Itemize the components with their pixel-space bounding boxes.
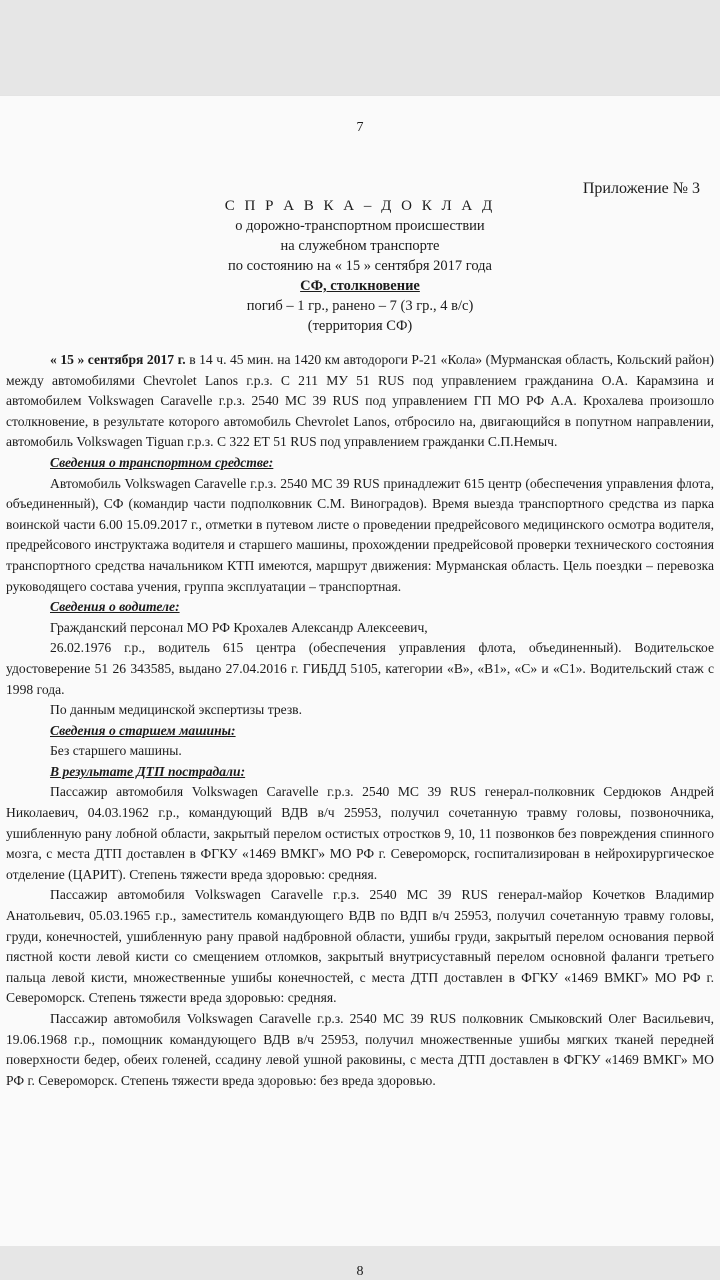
vehicle-paragraph: Автомобиль Volkswagen Caravelle г.р.з. 2540 МС 39 RUS принадлежит 615 центр (обеспечения управления флота, объединенный), СФ (командир части подполковник С.М. Виноградов). Время выезда транспортного средства из парка воинской части 6.00 15.09.2017 г., отметки в путевом листе о проведении предрейсового медицинского осмотра водителя, предрейсового инструктажа водителя и старшего машины, прохождении предрейсовой проверки технического состояния транспортного средства начальником КТП имеются, маршрут движения: Мурманская область. Цель поездки – перевозка руководящего состава учения, группа эксплуатации – транспортная. [6,475,714,594]
driver-line-1: Гражданский персонал МО РФ Крохалев Александр Алексеевич, [50,619,428,635]
heading-line-6: погиб – 1 гр., ранено – 7 (3 гр., 4 в/с) [246,298,474,314]
victim-paragraph-1: Пассажир автомобиля Volkswagen Caravelle г.р.з. 2540 МС 39 RUS генерал-полковник Сердюков Андрей Николаевич, 04.03.1962 г.р., командующий ВДВ в/ч 25953, получил сочетанную травму головы, позвоночника, ушибленную рану лобной области, закрытый перелом остистых отростков 9, 10, 11 позвонков без повреждения спинного мозга, с места ДТП доставлен в ФГКУ «1469 ВМКГ» МО РФ г. Североморск, госпитализирован в нейрохирургическое отделение (ЦАРИТ). Степень тяжести вреда здоровью: средняя. [6,784,714,882]
driver-line-2: 26.02.1976 г.р., водитель 615 центра (обеспечения управления флота, объединенный). Водительское удостоверение 51 26 343585, выдано 27.04.2016 г. ГИБДД 5105, категории «В», «В1», «С» и «С1». Водительский стаж с 1998 года. [6,640,714,697]
heading-line-3: на служебном транспорте [280,238,440,254]
heading-line-2: о дорожно-транспортном происшествии [235,218,485,234]
heading-line-4: по состоянию на « 15 » сентября 2017 года [228,258,492,274]
page-number-top: 7 [356,120,364,135]
vehicle-section-title: Сведения о транспортном средстве: [50,454,274,470]
intro-date: « 15 » сентября 2017 г. [50,352,186,367]
document-title: С П Р А В К А – Д О К Л А Д [224,198,496,214]
appendix-label: Приложение № 3 [582,180,700,197]
victim-paragraph-2: Пассажир автомобиля Volkswagen Caravelle г.р.з. 2540 МС 39 RUS генерал-майор Кочетков Владимир Анатольевич, 05.03.1965 г.р., заместитель командующего ВДВ по ВДП в/ч 25953, получил сочетанную травму головы, груди, конечностей, ушибленную рану правой надбровной области, ушибы груди, закрытый перелом основания первой пястной кости левой кисти со смещением отломков, закрытый внутрисуставный перелом основной фаланги третьего пальца левой кисти, множественные ушибы конечностей, с места ДТП доставлен в ФГКУ «1469 ВМКГ» МО РФ г. Североморск. Степень тяжести вреда здоровью: средняя. [6,887,714,1006]
heading-line-7: (территория СФ) [307,318,413,334]
heading-line-5: СФ, столкновение [300,278,420,294]
intro-text: в 14 ч. 45 мин. на 1420 км автодороги Р-21 «Кола» (Мурманская область, Кольский район) между автомобилями Chevrolet Lanos г.р.з. С 211 МУ 51 RUS под управлением гражданина О.А. Карамзина и автомобилем Volkswagen Caravelle г.р.з. 2540 МС 39 RUS под управлением ГП МО РФ А.А. Крохалева произошло столкновение, в результате которого автомобиль Chevrolet Lanos, отбросило на, двигающийся в попутном направлении, автомобиль Volkswagen Tiguan г.р.з. С 322 ЕТ 51 RUS под управлением гражданки С.П.Немыч. [6,352,714,450]
driver-section-title: Сведения о водителе: [50,599,180,615]
senior-paragraph: Без старшего машины. [50,743,182,759]
document-body [6,350,714,1091]
victims-section-title: В результате ДТП пострадали: [50,763,246,779]
driver-line-3: По данным медицинской экспертизы трезв. [50,702,303,718]
document-heading [0,196,720,336]
senior-section-title: Сведения о старшем машины: [50,722,236,738]
victim-paragraph-3: Пассажир автомобиля Volkswagen Caravelle г.р.з. 2540 МС 39 RUS полковник Смыковский Олег Васильевич, 19.06.1968 г.р., помощник командующего ВДВ в/ч 25953, получил множественные ушибы мягких тканей передней поверхности бедер, обеих голеней, ссадину левой ушной раковины, с места ДТП доставлен в ФГКУ «1469 ВМКГ» МО РФ г. Североморск. Степень тяжести вреда здоровью: без вреда здоровью. [6,1011,714,1088]
intro-paragraph [6,350,714,453]
top-background [0,0,720,96]
page-number-bottom: 8 [356,1264,364,1279]
